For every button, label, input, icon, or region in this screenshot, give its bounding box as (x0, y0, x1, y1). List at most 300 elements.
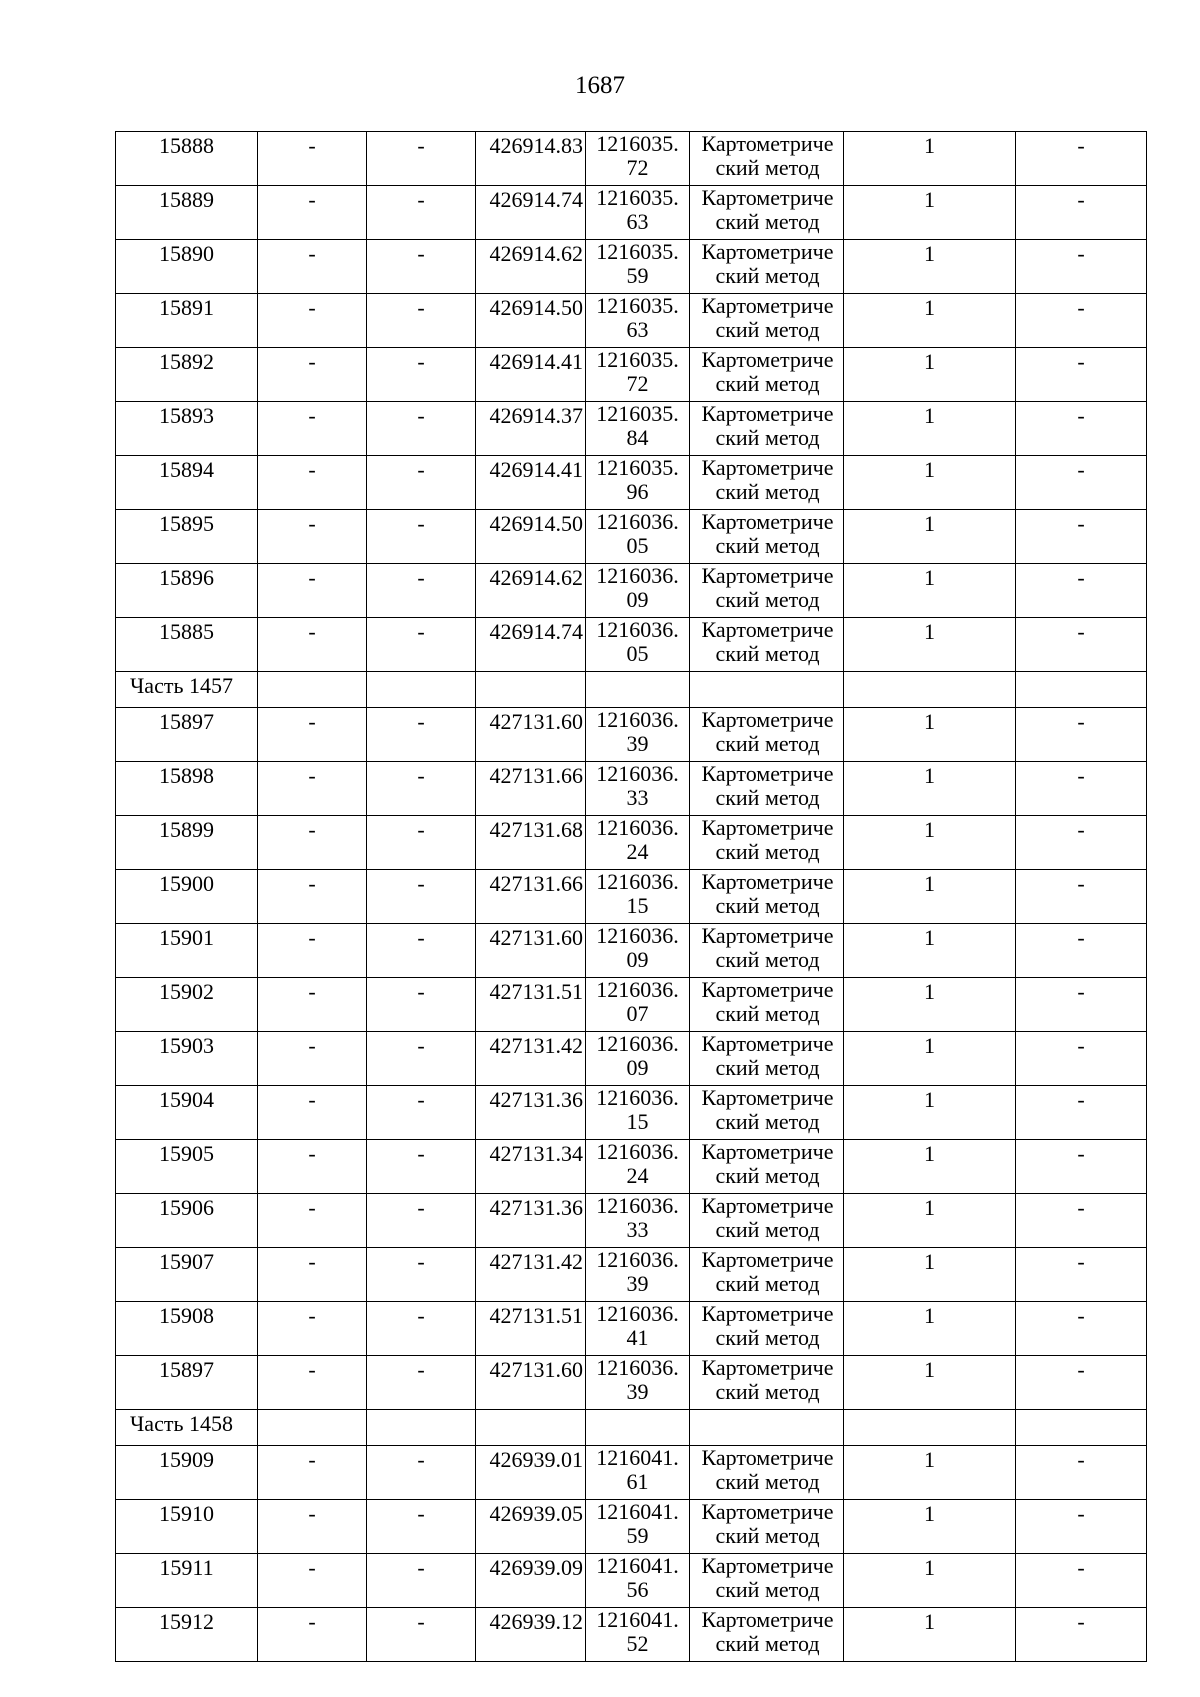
dash-cell: - (367, 456, 476, 510)
x-coordinate-cell: 427131.60 (476, 708, 586, 762)
method-line-2: ский метод (715, 1631, 820, 1656)
dash-cell: - (367, 708, 476, 762)
y-coordinate-line-2: 59 (626, 1523, 649, 1548)
dash-cell: - (1016, 186, 1147, 240)
method-line-2: ский метод (715, 1325, 820, 1350)
x-coordinate-cell: 426914.62 (476, 240, 586, 294)
point-id-cell: 15908 (116, 1302, 258, 1356)
y-coordinate-line-1: 1216036. (596, 617, 679, 642)
dash-cell: - (258, 186, 367, 240)
table-row (116, 924, 1147, 978)
dash-cell: - (258, 1608, 367, 1662)
dash-cell: - (258, 1032, 367, 1086)
point-id-cell: 15907 (116, 1248, 258, 1302)
dash-cell: - (1016, 708, 1147, 762)
dash-cell: - (258, 1446, 367, 1500)
page-number: 1687 (575, 72, 625, 99)
dash-cell: - (1016, 1140, 1147, 1194)
y-coordinate-line-1: 1216035. (596, 455, 679, 480)
y-coordinate-line-2: 09 (626, 587, 649, 612)
dash-cell: - (1016, 1086, 1147, 1140)
table-row (116, 564, 1147, 618)
dash-cell: - (1016, 1302, 1147, 1356)
part-header-row (116, 1410, 1147, 1446)
point-id-cell: 15892 (116, 348, 258, 402)
method-line-2: ский метод (715, 371, 820, 396)
y-coordinate-line-1: 1216041. (596, 1553, 679, 1578)
point-id-cell: 15897 (116, 1356, 258, 1410)
method-line-1: Картометриче (701, 617, 834, 642)
y-coordinate-line-2: 07 (626, 1001, 649, 1026)
method-line-1: Картометриче (701, 923, 834, 948)
y-coordinate-cell (586, 186, 690, 240)
method-cell (690, 924, 844, 978)
y-coordinate-line-2: 72 (626, 155, 649, 180)
dash-cell: - (258, 510, 367, 564)
method-line-1: Картометриче (701, 131, 834, 156)
table-row (116, 870, 1147, 924)
y-coordinate-line-1: 1216036. (596, 869, 679, 894)
dash-cell: - (258, 1194, 367, 1248)
dash-cell: - (367, 1608, 476, 1662)
accuracy-cell: 1 (844, 510, 1016, 564)
x-coordinate-cell: 427131.51 (476, 978, 586, 1032)
x-coordinate-cell: 426914.62 (476, 564, 586, 618)
y-coordinate-line-1: 1216036. (596, 1085, 679, 1110)
y-coordinate-cell (586, 1086, 690, 1140)
table-row (116, 1554, 1147, 1608)
method-cell (690, 708, 844, 762)
dash-cell: - (367, 978, 476, 1032)
dash-cell: - (367, 294, 476, 348)
y-coordinate-cell (586, 402, 690, 456)
method-line-1: Картометриче (701, 1085, 834, 1110)
y-coordinate-line-1: 1216036. (596, 1247, 679, 1272)
table-row (116, 510, 1147, 564)
y-coordinate-line-2: 09 (626, 947, 649, 972)
dash-cell: - (367, 762, 476, 816)
x-coordinate-cell: 426939.01 (476, 1446, 586, 1500)
empty-cell (258, 1410, 367, 1446)
dash-cell: - (367, 1500, 476, 1554)
method-line-2: ский метод (715, 209, 820, 234)
accuracy-cell: 1 (844, 1302, 1016, 1356)
accuracy-cell: 1 (844, 1446, 1016, 1500)
dash-cell: - (258, 240, 367, 294)
dash-cell: - (367, 1554, 476, 1608)
y-coordinate-cell (586, 870, 690, 924)
accuracy-cell: 1 (844, 978, 1016, 1032)
table-row (116, 1086, 1147, 1140)
y-coordinate-line-1: 1216036. (596, 761, 679, 786)
y-coordinate-cell (586, 1194, 690, 1248)
dash-cell: - (1016, 132, 1147, 186)
method-cell (690, 1446, 844, 1500)
dash-cell: - (258, 348, 367, 402)
dash-cell: - (258, 762, 367, 816)
dash-cell: - (258, 1356, 367, 1410)
x-coordinate-cell: 426914.74 (476, 618, 586, 672)
y-coordinate-line-2: 56 (626, 1577, 649, 1602)
y-coordinate-cell (586, 924, 690, 978)
y-coordinate-cell (586, 1032, 690, 1086)
y-coordinate-line-2: 24 (626, 839, 649, 864)
method-cell (690, 348, 844, 402)
dash-cell: - (1016, 456, 1147, 510)
dash-cell: - (258, 978, 367, 1032)
y-coordinate-line-2: 84 (626, 425, 649, 450)
table-body (116, 132, 1147, 1662)
dash-cell: - (367, 618, 476, 672)
dash-cell: - (1016, 1032, 1147, 1086)
method-cell (690, 1356, 844, 1410)
x-coordinate-cell: 426914.50 (476, 510, 586, 564)
y-coordinate-cell (586, 618, 690, 672)
y-coordinate-line-2: 33 (626, 785, 649, 810)
y-coordinate-cell (586, 978, 690, 1032)
y-coordinate-line-1: 1216035. (596, 185, 679, 210)
accuracy-cell: 1 (844, 618, 1016, 672)
accuracy-cell: 1 (844, 1248, 1016, 1302)
y-coordinate-line-2: 61 (626, 1469, 649, 1494)
method-line-1: Картометриче (701, 509, 834, 534)
y-coordinate-line-2: 24 (626, 1163, 649, 1188)
point-id-cell: 15899 (116, 816, 258, 870)
dash-cell: - (367, 564, 476, 618)
y-coordinate-line-2: 52 (626, 1631, 649, 1656)
y-coordinate-cell (586, 348, 690, 402)
table-row (116, 978, 1147, 1032)
point-id-cell: 15911 (116, 1554, 258, 1608)
dash-cell: - (1016, 762, 1147, 816)
dash-cell: - (1016, 618, 1147, 672)
method-line-1: Картометриче (701, 563, 834, 588)
accuracy-cell: 1 (844, 402, 1016, 456)
method-line-2: ский метод (715, 587, 820, 612)
dash-cell: - (367, 1086, 476, 1140)
y-coordinate-cell (586, 816, 690, 870)
accuracy-cell: 1 (844, 132, 1016, 186)
dash-cell: - (258, 294, 367, 348)
method-line-2: ский метод (715, 785, 820, 810)
empty-cell (367, 1410, 476, 1446)
point-id-cell: 15906 (116, 1194, 258, 1248)
method-cell (690, 1248, 844, 1302)
dash-cell: - (1016, 564, 1147, 618)
table-row (116, 294, 1147, 348)
method-cell (690, 294, 844, 348)
method-cell (690, 1500, 844, 1554)
empty-cell (690, 672, 844, 708)
empty-cell (258, 672, 367, 708)
y-coordinate-cell (586, 1248, 690, 1302)
y-coordinate-cell (586, 1140, 690, 1194)
dash-cell: - (1016, 1194, 1147, 1248)
y-coordinate-line-1: 1216041. (596, 1607, 679, 1632)
table-row (116, 1356, 1147, 1410)
method-line-1: Картометриче (701, 1607, 834, 1632)
method-line-1: Картометриче (701, 347, 834, 372)
dash-cell: - (258, 618, 367, 672)
method-line-1: Картометриче (701, 1301, 834, 1326)
y-coordinate-line-2: 41 (626, 1325, 649, 1350)
method-cell (690, 564, 844, 618)
point-id-cell: 15889 (116, 186, 258, 240)
method-line-1: Картометриче (701, 1031, 834, 1056)
method-line-2: ский метод (715, 1001, 820, 1026)
point-id-cell: 15895 (116, 510, 258, 564)
table-row (116, 1032, 1147, 1086)
y-coordinate-line-1: 1216036. (596, 1031, 679, 1056)
x-coordinate-cell: 427131.42 (476, 1248, 586, 1302)
dash-cell: - (367, 1248, 476, 1302)
coordinates-table (115, 131, 1147, 1662)
dash-cell: - (1016, 510, 1147, 564)
point-id-cell: 15888 (116, 132, 258, 186)
empty-cell (586, 1410, 690, 1446)
x-coordinate-cell: 426914.74 (476, 186, 586, 240)
method-cell (690, 456, 844, 510)
method-line-2: ский метод (715, 1163, 820, 1188)
y-coordinate-line-1: 1216035. (596, 293, 679, 318)
empty-cell (844, 1410, 1016, 1446)
dash-cell: - (258, 816, 367, 870)
y-coordinate-line-2: 15 (626, 893, 649, 918)
method-line-2: ский метод (715, 1109, 820, 1134)
point-id-cell: 15910 (116, 1500, 258, 1554)
y-coordinate-line-2: 59 (626, 263, 649, 288)
accuracy-cell: 1 (844, 708, 1016, 762)
method-line-1: Картометриче (701, 401, 834, 426)
y-coordinate-line-1: 1216036. (596, 1355, 679, 1380)
dash-cell: - (367, 1140, 476, 1194)
y-coordinate-line-1: 1216036. (596, 563, 679, 588)
accuracy-cell: 1 (844, 762, 1016, 816)
method-cell (690, 1608, 844, 1662)
y-coordinate-line-1: 1216035. (596, 131, 679, 156)
point-id-cell: 15901 (116, 924, 258, 978)
point-id-cell: 15893 (116, 402, 258, 456)
dash-cell: - (1016, 294, 1147, 348)
method-line-2: ский метод (715, 1469, 820, 1494)
table-row (116, 816, 1147, 870)
method-cell (690, 186, 844, 240)
dash-cell: - (1016, 1356, 1147, 1410)
method-line-2: ский метод (715, 263, 820, 288)
method-line-1: Картометриче (701, 815, 834, 840)
method-line-1: Картометриче (701, 1553, 834, 1578)
y-coordinate-line-2: 15 (626, 1109, 649, 1134)
table-row (116, 1500, 1147, 1554)
method-line-1: Картометриче (701, 761, 834, 786)
accuracy-cell: 1 (844, 1194, 1016, 1248)
method-line-2: ский метод (715, 479, 820, 504)
method-cell (690, 1194, 844, 1248)
accuracy-cell: 1 (844, 1356, 1016, 1410)
dash-cell: - (258, 708, 367, 762)
table-row (116, 348, 1147, 402)
dash-cell: - (258, 456, 367, 510)
dash-cell: - (367, 402, 476, 456)
table-row (116, 456, 1147, 510)
method-line-1: Картометриче (701, 977, 834, 1002)
dash-cell: - (258, 402, 367, 456)
accuracy-cell: 1 (844, 816, 1016, 870)
y-coordinate-line-2: 96 (626, 479, 649, 504)
point-id-cell: 15905 (116, 1140, 258, 1194)
dash-cell: - (258, 1302, 367, 1356)
method-line-1: Картометриче (701, 1193, 834, 1218)
empty-cell (1016, 672, 1147, 708)
point-id-cell: 15904 (116, 1086, 258, 1140)
method-line-2: ский метод (715, 839, 820, 864)
accuracy-cell: 1 (844, 186, 1016, 240)
method-line-2: ский метод (715, 1217, 820, 1242)
empty-cell (1016, 1410, 1147, 1446)
y-coordinate-cell (586, 1554, 690, 1608)
accuracy-cell: 1 (844, 348, 1016, 402)
table-row (116, 1446, 1147, 1500)
point-id-cell: 15898 (116, 762, 258, 816)
y-coordinate-line-2: 39 (626, 731, 649, 756)
point-id-cell: 15894 (116, 456, 258, 510)
point-id-cell: 15909 (116, 1446, 258, 1500)
dash-cell: - (258, 132, 367, 186)
y-coordinate-cell (586, 708, 690, 762)
method-line-1: Картометриче (701, 293, 834, 318)
dash-cell: - (367, 132, 476, 186)
y-coordinate-line-2: 63 (626, 317, 649, 342)
x-coordinate-cell: 426914.50 (476, 294, 586, 348)
method-line-2: ский метод (715, 1577, 820, 1602)
method-line-1: Картометриче (701, 1355, 834, 1380)
accuracy-cell: 1 (844, 294, 1016, 348)
empty-cell (476, 672, 586, 708)
y-coordinate-cell (586, 456, 690, 510)
dash-cell: - (1016, 1446, 1147, 1500)
table-row (116, 762, 1147, 816)
x-coordinate-cell: 427131.60 (476, 924, 586, 978)
point-id-cell: 15903 (116, 1032, 258, 1086)
point-id-cell: 15912 (116, 1608, 258, 1662)
y-coordinate-line-2: 09 (626, 1055, 649, 1080)
accuracy-cell: 1 (844, 1086, 1016, 1140)
accuracy-cell: 1 (844, 456, 1016, 510)
y-coordinate-line-1: 1216036. (596, 509, 679, 534)
y-coordinate-line-1: 1216041. (596, 1499, 679, 1524)
method-cell (690, 816, 844, 870)
x-coordinate-cell: 427131.36 (476, 1194, 586, 1248)
dash-cell: - (367, 1356, 476, 1410)
dash-cell: - (258, 1086, 367, 1140)
method-cell (690, 870, 844, 924)
dash-cell: - (258, 1500, 367, 1554)
x-coordinate-cell: 426939.09 (476, 1554, 586, 1608)
method-cell (690, 240, 844, 294)
y-coordinate-line-1: 1216035. (596, 347, 679, 372)
x-coordinate-cell: 427131.51 (476, 1302, 586, 1356)
method-line-2: ский метод (715, 533, 820, 558)
empty-cell (476, 1410, 586, 1446)
table-row (116, 1248, 1147, 1302)
empty-cell (844, 672, 1016, 708)
x-coordinate-cell: 426914.41 (476, 456, 586, 510)
x-coordinate-cell: 427131.34 (476, 1140, 586, 1194)
point-id-cell: 15896 (116, 564, 258, 618)
method-line-2: ский метод (715, 1271, 820, 1296)
point-id-cell: 15891 (116, 294, 258, 348)
dash-cell: - (1016, 1608, 1147, 1662)
x-coordinate-cell: 427131.42 (476, 1032, 586, 1086)
y-coordinate-line-2: 05 (626, 533, 649, 558)
method-cell (690, 1086, 844, 1140)
y-coordinate-cell (586, 132, 690, 186)
y-coordinate-line-2: 39 (626, 1271, 649, 1296)
method-line-2: ский метод (715, 731, 820, 756)
dash-cell: - (367, 816, 476, 870)
dash-cell: - (367, 240, 476, 294)
dash-cell: - (258, 1554, 367, 1608)
empty-cell (367, 672, 476, 708)
part-header-row (116, 672, 1147, 708)
table-row (116, 1194, 1147, 1248)
x-coordinate-cell: 426914.83 (476, 132, 586, 186)
x-coordinate-cell: 427131.60 (476, 1356, 586, 1410)
x-coordinate-cell: 427131.36 (476, 1086, 586, 1140)
method-line-2: ский метод (715, 155, 820, 180)
method-line-2: ский метод (715, 425, 820, 450)
y-coordinate-cell (586, 564, 690, 618)
accuracy-cell: 1 (844, 870, 1016, 924)
dash-cell: - (367, 348, 476, 402)
method-line-1: Картометриче (701, 707, 834, 732)
accuracy-cell: 1 (844, 564, 1016, 618)
y-coordinate-line-2: 05 (626, 641, 649, 666)
y-coordinate-line-1: 1216036. (596, 977, 679, 1002)
y-coordinate-cell (586, 1446, 690, 1500)
accuracy-cell: 1 (844, 924, 1016, 978)
dash-cell: - (1016, 348, 1147, 402)
y-coordinate-line-1: 1216036. (596, 923, 679, 948)
dash-cell: - (1016, 1500, 1147, 1554)
method-line-1: Картометриче (701, 1445, 834, 1470)
part-label: Часть 1457 (116, 672, 258, 708)
method-line-2: ский метод (715, 947, 820, 972)
x-coordinate-cell: 426939.05 (476, 1500, 586, 1554)
y-coordinate-line-1: 1216036. (596, 1301, 679, 1326)
dash-cell: - (258, 1140, 367, 1194)
table-row (116, 402, 1147, 456)
method-line-1: Картометриче (701, 1139, 834, 1164)
dash-cell: - (1016, 1554, 1147, 1608)
table-row (116, 1608, 1147, 1662)
y-coordinate-line-2: 63 (626, 209, 649, 234)
x-coordinate-cell: 427131.66 (476, 762, 586, 816)
empty-cell (690, 1410, 844, 1446)
y-coordinate-line-2: 39 (626, 1379, 649, 1404)
dash-cell: - (258, 924, 367, 978)
empty-cell (586, 672, 690, 708)
x-coordinate-cell: 426914.41 (476, 348, 586, 402)
table-row (116, 1140, 1147, 1194)
part-label: Часть 1458 (116, 1410, 258, 1446)
dash-cell: - (258, 1248, 367, 1302)
y-coordinate-cell (586, 1608, 690, 1662)
method-line-1: Картометриче (701, 239, 834, 264)
point-id-cell: 15890 (116, 240, 258, 294)
table-row (116, 618, 1147, 672)
dash-cell: - (367, 1302, 476, 1356)
